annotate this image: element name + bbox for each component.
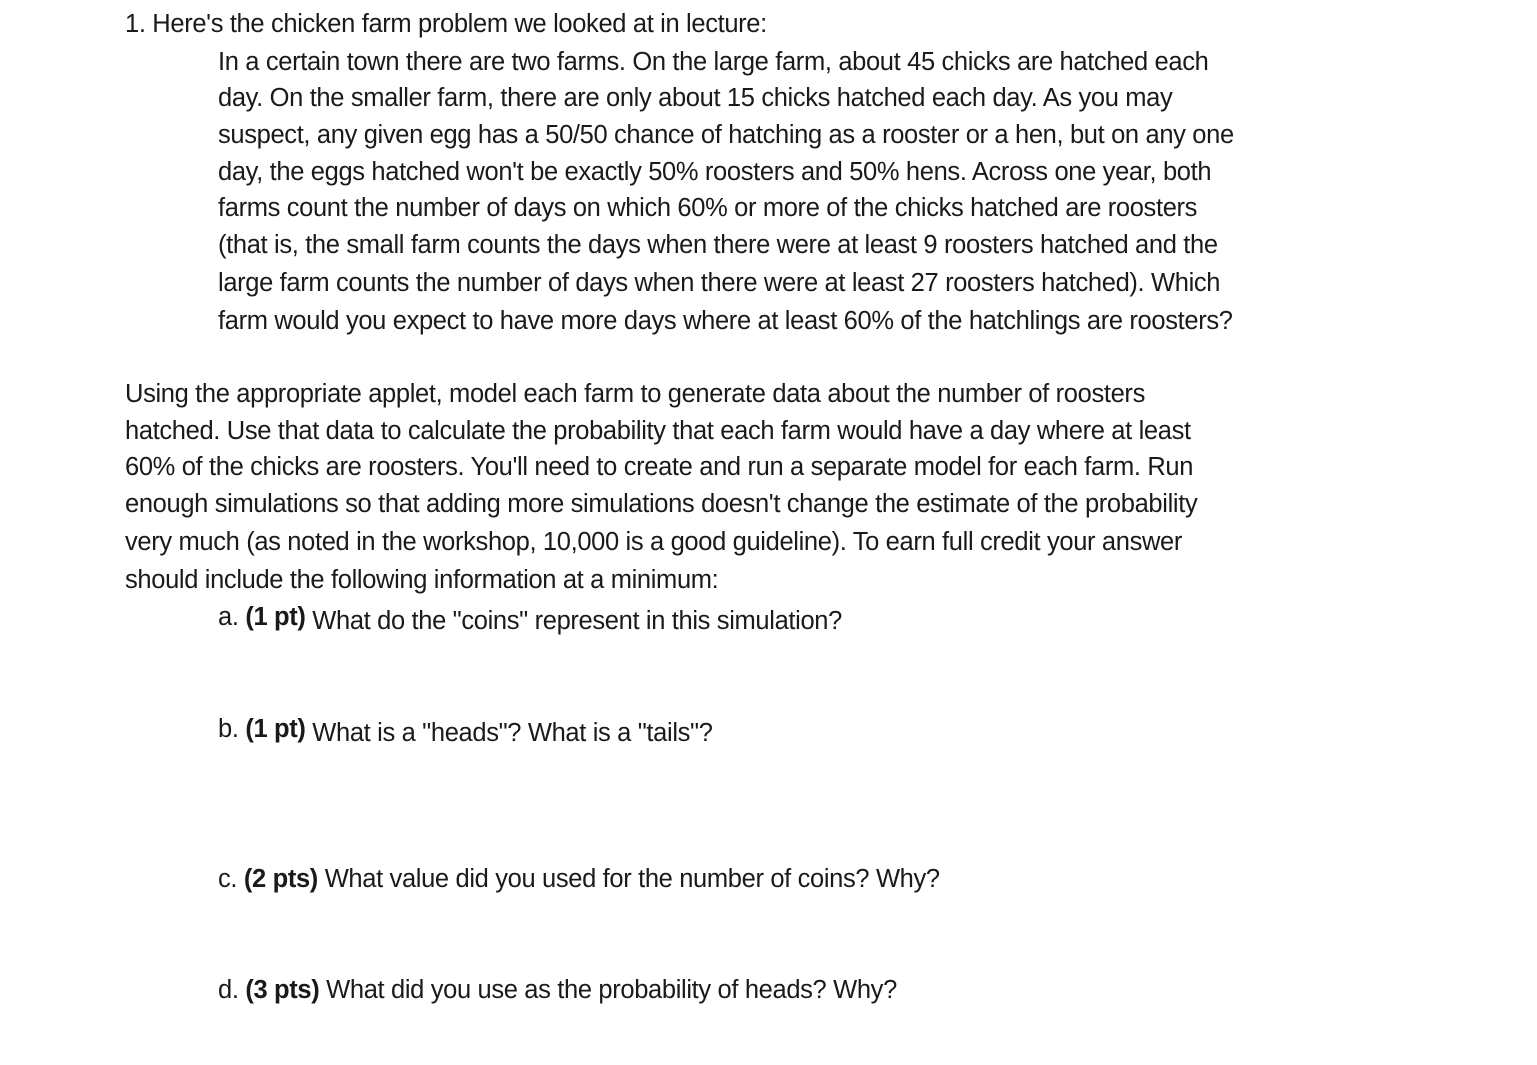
instructions-line: enough simulations so that adding more simulations doesn't change the estimate of the probability xyxy=(125,490,1198,518)
problem-line: farms count the number of days on which 60% or more of the chicks hatched are roosters xyxy=(218,194,1198,222)
part-points: (2 pts) xyxy=(243,865,318,893)
part-c xyxy=(218,864,940,894)
part-points: (3 pts) xyxy=(245,976,320,1004)
problem-line: farm would you expect to have more days where at least 60% of the hatchlings are roosters? xyxy=(218,307,1233,335)
part-text: What is a "heads"? What is a "tails"? xyxy=(312,719,713,747)
part-letter: d. xyxy=(218,976,239,1004)
instructions-line: should include the following information at a minimum: xyxy=(125,566,719,594)
problem-line: day. On the smaller farm, there are only about 15 chicks hatched each day. As you may xyxy=(218,84,1173,112)
instructions-line: Using the appropriate applet, model each farm to generate data about the number of roosters xyxy=(125,380,1145,408)
instructions-line: 60% of the chicks are roosters. You'll need to create and run a separate model for each farm. Run xyxy=(125,453,1194,481)
problem-line: In a certain town there are two farms. On the large farm, about 45 chicks are hatched each xyxy=(218,48,1209,76)
part-text: What did you use as the probability of heads? Why? xyxy=(326,976,897,1004)
problem-line: day, the eggs hatched won't be exactly 50% roosters and 50% hens. Across one year, both xyxy=(218,158,1212,186)
part-b xyxy=(218,714,713,747)
instructions-line: hatched. Use that data to calculate the probability that each farm would have a day where at least xyxy=(125,417,1191,445)
problem-line: (that is, the small farm counts the days when there were at least 9 roosters hatched and the xyxy=(218,231,1218,259)
part-letter: b. xyxy=(218,715,239,743)
part-text: What do the "coins" represent in this simulation? xyxy=(312,607,842,635)
part-points: (1 pt) xyxy=(245,715,306,743)
part-d xyxy=(218,975,897,1005)
part-a xyxy=(218,602,842,635)
question-heading: 1. Here's the chicken farm problem we looked at in lecture: xyxy=(125,10,767,38)
problem-line: large farm counts the number of days when there were at least 27 roosters hatched). Which xyxy=(218,269,1221,297)
problem-line: suspect, any given egg has a 50/50 chance of hatching as a rooster or a hen, but on any one xyxy=(218,121,1234,149)
part-text: What value did you used for the number of coins? Why? xyxy=(324,865,940,893)
instructions-line: very much (as noted in the workshop, 10,000 is a good guideline). To earn full credit your answer xyxy=(125,528,1183,556)
part-letter: a. xyxy=(218,603,239,631)
part-points: (1 pt) xyxy=(245,603,306,631)
part-letter: c. xyxy=(218,865,238,893)
